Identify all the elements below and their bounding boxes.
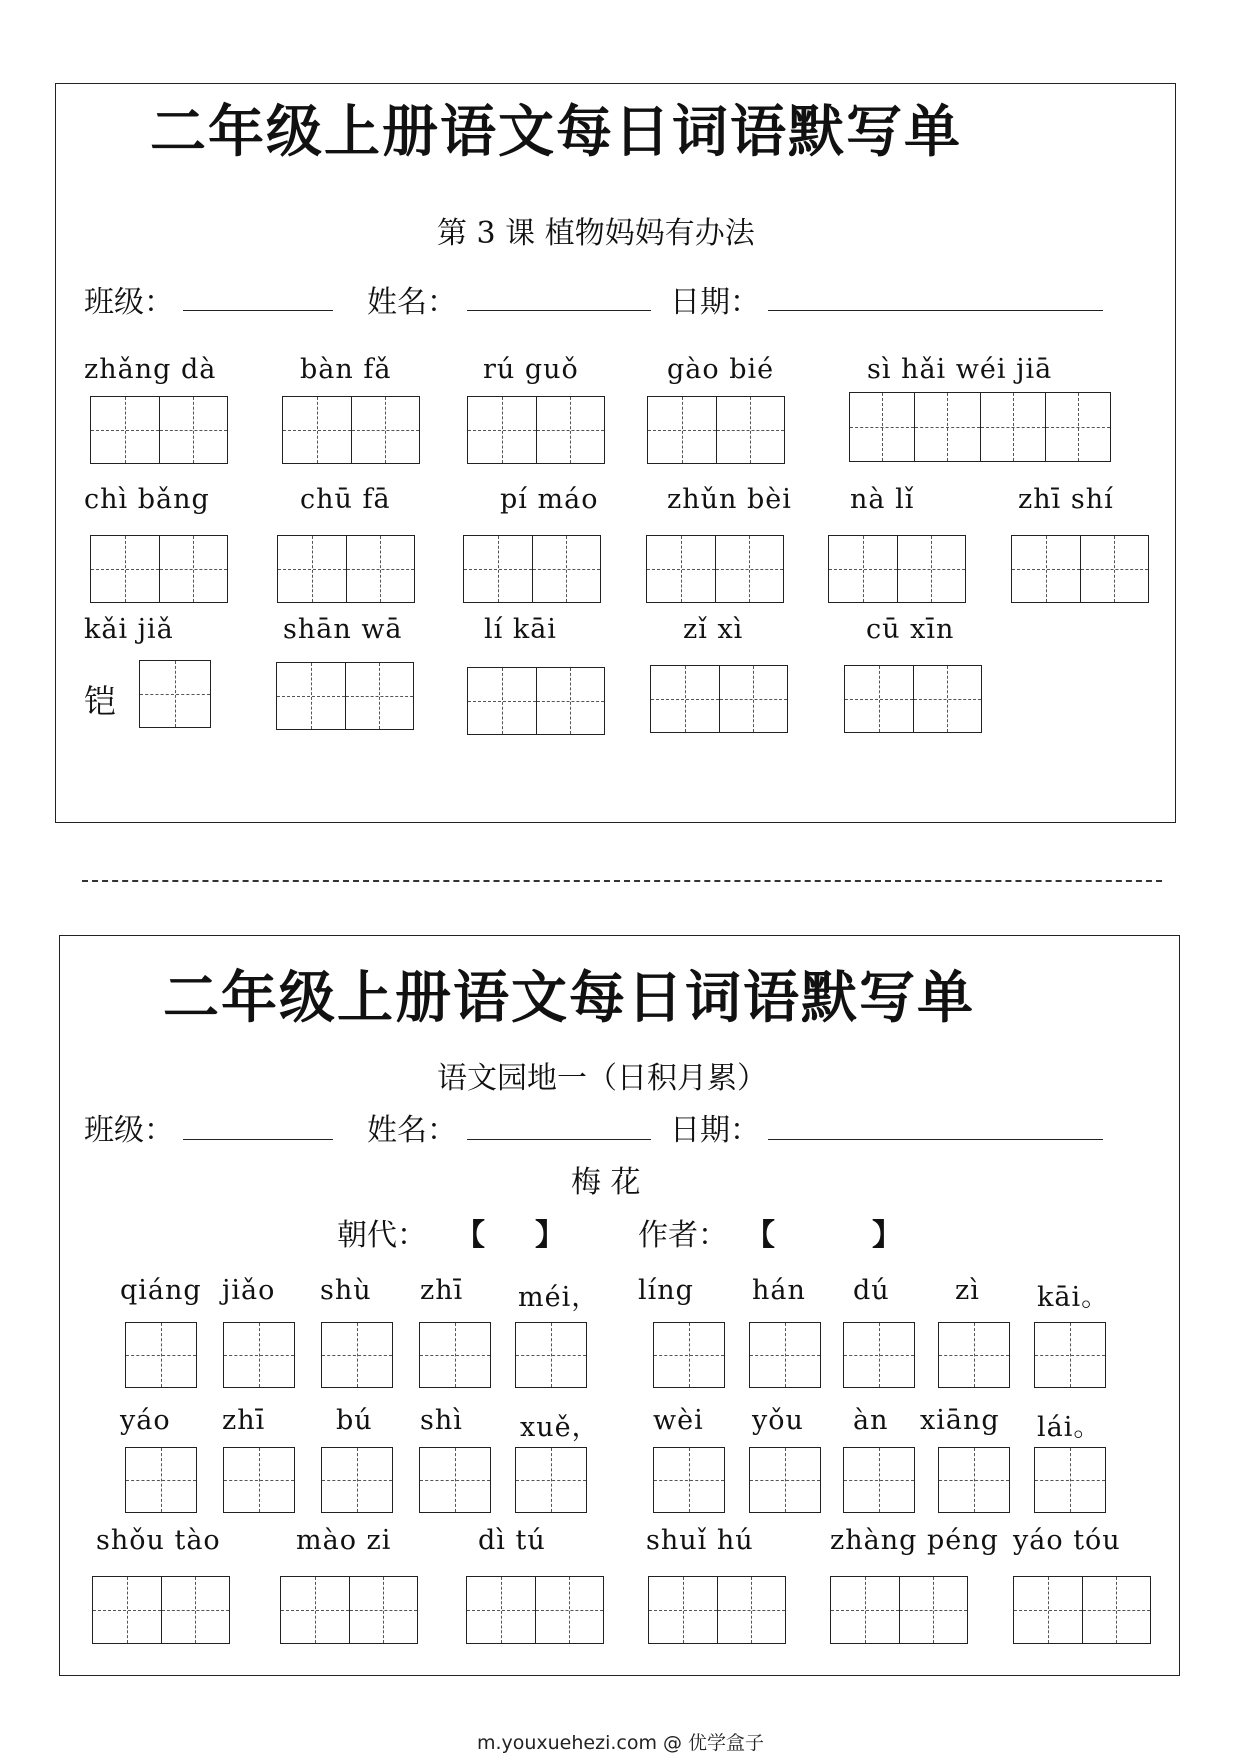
pinyin-label: kāi。 [1037, 1282, 1110, 1313]
pinyin-label: shǒu tào [96, 1525, 221, 1556]
name-label: 姓名： [367, 1113, 457, 1148]
poem-title: 梅 花 [571, 1165, 641, 1200]
writing-grid[interactable] [653, 1322, 725, 1388]
pinyin-label: zhǔn bèi [667, 484, 792, 515]
pinyin-label: cū xīn [866, 614, 955, 645]
writing-grid[interactable] [125, 1322, 197, 1388]
pinyin-label: jiǎo [222, 1275, 276, 1306]
pinyin-label: nà lǐ [850, 484, 915, 515]
writing-grid[interactable] [515, 1322, 587, 1388]
writing-grid[interactable] [830, 1576, 968, 1644]
writing-grid[interactable] [749, 1322, 821, 1388]
writing-grid[interactable] [321, 1322, 393, 1388]
pinyin-label: méi， [518, 1282, 600, 1313]
pinyin-label: bàn fǎ [300, 354, 392, 385]
writing-grid[interactable] [321, 1447, 393, 1513]
author-label: 作者： [638, 1218, 728, 1253]
pinyin-label: pí máo [500, 484, 599, 515]
pinyin-label: hán [752, 1275, 806, 1306]
cut-line [82, 880, 1162, 882]
pinyin-label: xuě， [520, 1412, 600, 1443]
writing-grid[interactable] [938, 1322, 1010, 1388]
worksheet-2-title: 二年级上册语文每日词语默写单 [163, 965, 975, 1031]
writing-grid[interactable] [92, 1576, 230, 1644]
author-bracket-close: 】 [872, 1218, 902, 1253]
writing-grid[interactable] [223, 1322, 295, 1388]
date-field[interactable] [768, 1139, 1103, 1140]
date-label: 日期： [670, 285, 760, 320]
pinyin-label: lí kāi [484, 614, 557, 645]
writing-grid[interactable] [646, 535, 784, 603]
pinyin-label: shù [320, 1275, 372, 1306]
writing-grid[interactable] [647, 396, 785, 464]
writing-grid[interactable] [749, 1447, 821, 1513]
dynasty-label: 朝代： [337, 1218, 427, 1253]
pinyin-label: dú [853, 1275, 890, 1306]
writing-grid[interactable] [90, 535, 228, 603]
pinyin-label: àn [853, 1405, 889, 1436]
writing-grid[interactable] [467, 396, 605, 464]
writing-grid[interactable] [276, 662, 414, 730]
writing-grid[interactable] [1011, 535, 1149, 603]
writing-grid[interactable] [849, 392, 1111, 462]
author-bracket-open: 【 [745, 1218, 775, 1253]
pinyin-label: yáo tóu [1013, 1525, 1121, 1556]
writing-grid[interactable] [938, 1447, 1010, 1513]
pinyin-label: wèi [653, 1405, 704, 1436]
class-label: 班级： [84, 285, 174, 320]
dynasty-bracket-open: 【 [455, 1218, 485, 1253]
worksheet-1-lesson: 第 3 课 植物妈妈有办法 [437, 216, 755, 251]
writing-grid[interactable] [515, 1447, 587, 1513]
pinyin-label: shuǐ hú [646, 1525, 754, 1556]
writing-grid[interactable] [282, 396, 420, 464]
class-label: 班级： [84, 1113, 174, 1148]
pinyin-label: xiāng [920, 1405, 1000, 1436]
worksheet-2-lesson: 语文园地一（日积月累） [437, 1061, 767, 1096]
writing-grid[interactable] [466, 1576, 604, 1644]
writing-grid[interactable] [843, 1447, 915, 1513]
pinyin-label: zhàng péng [830, 1525, 999, 1556]
pinyin-label: rú guǒ [483, 354, 579, 385]
footer-watermark: m.youxuehezi.com @ 优学盒子 [476, 1732, 765, 1754]
pinyin-label: zǐ xì [683, 614, 744, 645]
pinyin-label: zhǎng dà [84, 354, 217, 385]
pinyin-label: zhī shí [1018, 484, 1114, 515]
writing-grid[interactable] [650, 665, 788, 733]
writing-grid[interactable] [139, 660, 211, 728]
pinyin-label: yǒu [752, 1405, 804, 1436]
writing-grid[interactable] [1013, 1576, 1151, 1644]
class-field[interactable] [183, 1139, 333, 1140]
dynasty-bracket-close: 】 [535, 1218, 565, 1253]
writing-grid[interactable] [828, 535, 966, 603]
writing-grid[interactable] [125, 1447, 197, 1513]
writing-grid[interactable] [648, 1576, 786, 1644]
pinyin-label: sì hǎi wéi jiā [867, 354, 1053, 385]
name-field[interactable] [467, 1139, 651, 1140]
pinyin-label: gào bié [667, 354, 775, 385]
writing-grid[interactable] [1034, 1447, 1106, 1513]
pinyin-label: mào zi [296, 1525, 392, 1556]
writing-grid[interactable] [653, 1447, 725, 1513]
pinyin-label: qiáng [120, 1275, 202, 1306]
writing-grid[interactable] [419, 1322, 491, 1388]
pinyin-label: chì bǎng [84, 484, 210, 515]
class-field[interactable] [183, 310, 333, 311]
pinyin-label: shān wā [283, 614, 403, 645]
writing-grid[interactable] [1034, 1322, 1106, 1388]
given-character: 铠 [84, 682, 117, 720]
pinyin-label: shì [420, 1405, 463, 1436]
pinyin-label: líng [638, 1275, 694, 1306]
writing-grid[interactable] [844, 665, 982, 733]
date-label: 日期： [670, 1113, 760, 1148]
writing-grid[interactable] [463, 535, 601, 603]
pinyin-label: yáo [120, 1405, 171, 1436]
pinyin-label: bú [336, 1405, 373, 1436]
pinyin-label: kǎi jiǎ [84, 614, 174, 645]
writing-grid[interactable] [467, 667, 605, 735]
pinyin-label: lái。 [1037, 1412, 1102, 1443]
writing-grid[interactable] [843, 1322, 915, 1388]
worksheet-1-title: 二年级上册语文每日词语默写单 [150, 99, 962, 165]
date-field[interactable] [768, 310, 1103, 311]
pinyin-label: zhī [222, 1405, 266, 1436]
writing-grid[interactable] [419, 1447, 491, 1513]
pinyin-label: zhī [420, 1275, 464, 1306]
name-field[interactable] [467, 310, 651, 311]
writing-grid[interactable] [277, 535, 415, 603]
pinyin-label: zì [955, 1275, 980, 1306]
writing-grid[interactable] [223, 1447, 295, 1513]
writing-grid[interactable] [280, 1576, 418, 1644]
writing-grid[interactable] [90, 396, 228, 464]
name-label: 姓名： [367, 285, 457, 320]
pinyin-label: chū fā [300, 484, 391, 515]
pinyin-label: dì tú [478, 1525, 546, 1556]
